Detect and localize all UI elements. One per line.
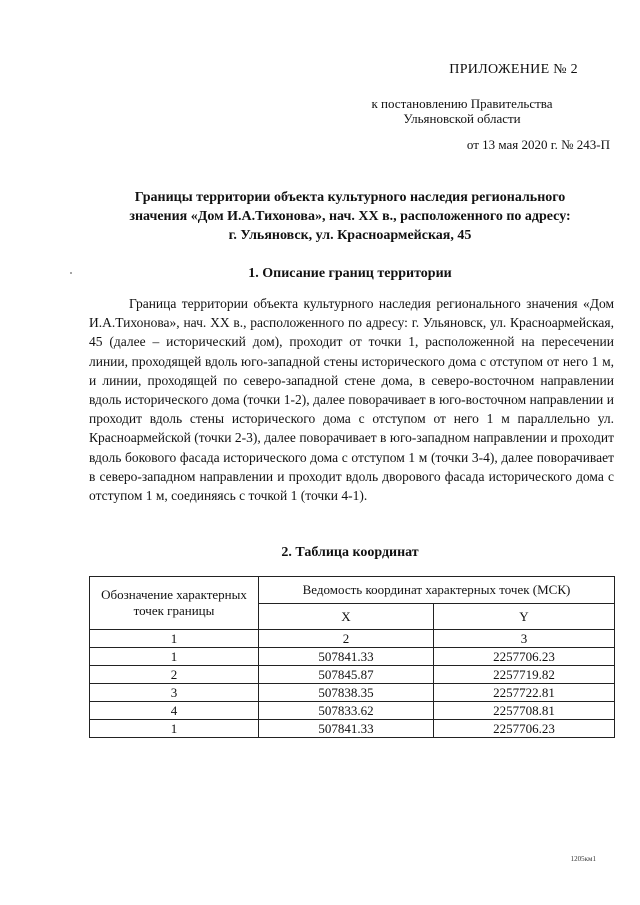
table-row [90,666,615,684]
x-cell: 507838.35 [259,684,434,702]
col-points-header: Обозначение характерных точек границы [90,577,259,630]
x-cell: 507833.62 [259,702,434,720]
title-line-2: значения «Дом И.А.Тихонова», нач. XX в., расположенного по адресу: [129,209,571,224]
x-cell: 507841.33 [259,648,434,666]
table-row [90,720,615,738]
point-cell: 3 [90,684,259,702]
title-line-3: г. Ульяновск, ул. Красноармейская, 45 [228,228,472,243]
point-cell: 2 [90,666,259,684]
document-code: 1205км1 [570,855,596,863]
index-cell: 1 [90,630,259,648]
resolution-ref-line1: к постановлению Правительства [371,96,553,111]
boundary-description: Граница территории объекта культурного наследия регионального значения «Дом И.А.Тихонова», нач. XX в., расположенного по адресу: г. Ульяновск, ул. Красноармейская, 45 (далее – исторический дом), проходит от точки 1, расположенной на пересечении линии, проходящей вдоль юго-западной стены исторического дома с отступом от него 1 м, и линии, проходящей по северо-западной стене дома, в северо-восточном направлении вдоль исторического дома (точки 1-2), далее поворачивает в юго-восточном направлении и проходит вдоль стены исторического дома с отступом от него 1 м параллельно ул. Красноармейской (точки 2-3), далее поворачивает в юго-западном направлении и проходит вдоль бокового фасада исторического дома с отступом 1 м (точки 3-4), далее поворачивает в северо-западном направлении и проходит вдоль дворового фасада исторического дома с отступом 1 м, соединяясь с точкой 1 (точки 4-1). [89,296,614,504]
point-cell: 1 [90,720,259,738]
table-row [90,684,615,702]
table-header-row [90,577,615,604]
x-cell: 507841.33 [259,720,434,738]
x-cell: 507845.87 [259,666,434,684]
resolution-date: от 13 мая 2020 г. № 243-П [466,137,610,152]
document-title [90,188,610,245]
coordinates-table [89,576,615,738]
section-2-heading: 2. Таблица координат [281,545,419,560]
table-row [90,648,615,666]
index-cell: 2 [259,630,434,648]
index-cell: 3 [434,630,615,648]
section-1-heading: 1. Описание границ территории [248,266,452,281]
y-cell: 2257706.23 [434,648,615,666]
y-header: Y [434,604,615,630]
appendix-label: ПРИЛОЖЕНИЕ № 2 [449,62,578,77]
y-cell: 2257708.81 [434,702,615,720]
table-index-row [90,630,615,648]
y-cell: 2257706.23 [434,720,615,738]
resolution-ref-line2: Ульяновской области [403,111,521,126]
table-row [90,702,615,720]
title-line-1: Границы территории объекта культурного наследия регионального [134,190,566,205]
point-cell: 4 [90,702,259,720]
scan-speck [70,272,72,274]
point-cell: 1 [90,648,259,666]
coords-group-header: Ведомость координат характерных точек (МСК) [259,577,615,604]
x-header: X [259,604,434,630]
y-cell: 2257719.82 [434,666,615,684]
y-cell: 2257722.81 [434,684,615,702]
